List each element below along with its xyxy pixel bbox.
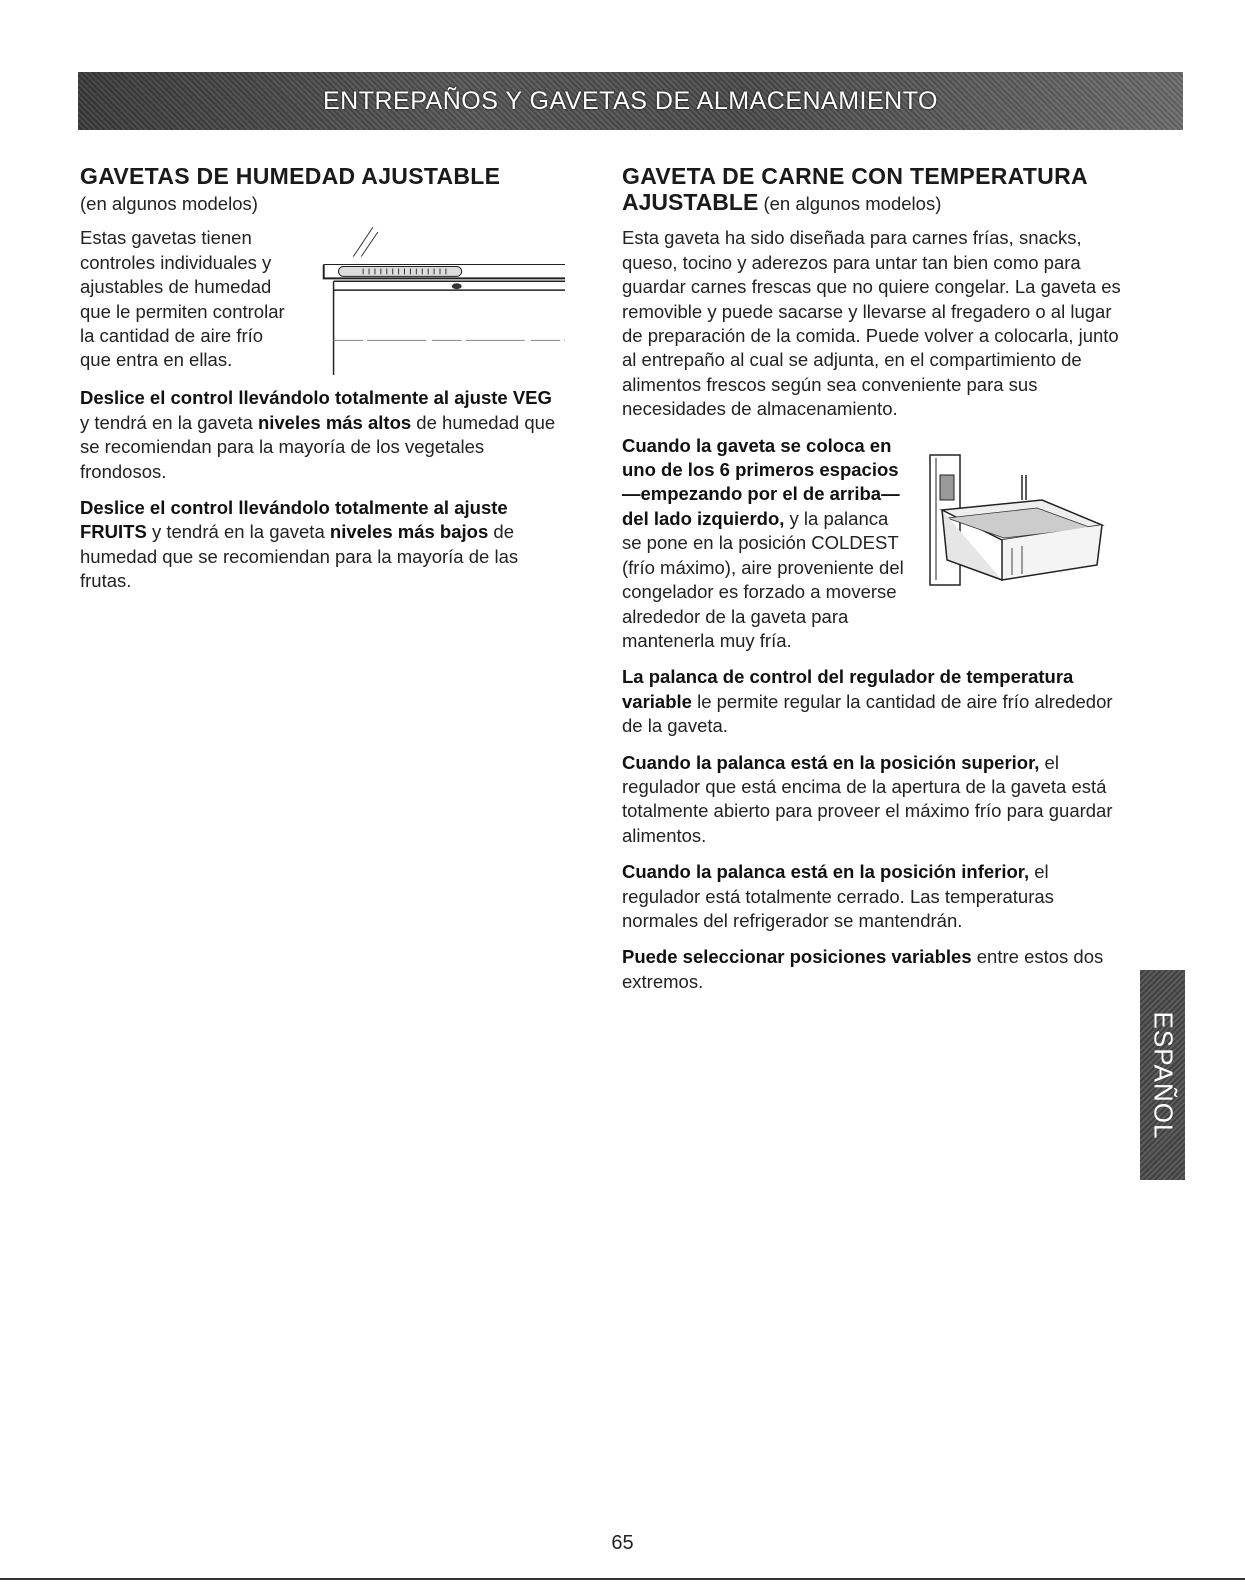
upper-bold: Cuando la palanca está en la posición superior, — [622, 751, 1040, 773]
section-banner — [78, 72, 1183, 130]
banner-title: ENTREPAÑOS Y GAVETAS DE ALMACENAMIENTO — [323, 86, 938, 115]
left-column — [80, 162, 565, 606]
language-side-tab — [1140, 970, 1185, 1180]
right-heading-word: AJUSTABLE — [622, 189, 759, 215]
left-paragraph-veg — [80, 386, 565, 484]
variable-bold: Puede seleccionar posiciones variables — [622, 946, 972, 968]
right-subtitle: (en algunos modelos) — [758, 193, 942, 214]
right-paragraph-lower — [622, 860, 1127, 933]
variable-text: entre estos dos extremos. — [622, 946, 1104, 992]
placement-text: y la palanca se pone en la posición COLDEST (frío máximo), aire proveniente del congelador es forzado a moverse alrededor de la gaveta para mantenerla muy fría. — [622, 507, 904, 651]
fruits-emphasis: niveles más bajos — [329, 521, 489, 543]
right-heading: GAVETA DE CARNE CON TEMPERATURA — [622, 163, 1088, 189]
page-number: 65 — [611, 1532, 634, 1554]
left-intro-text: Estas gavetas tienen controles individuales y ajustables de humedad que le permiten controlar la cantidad de aire frío que entra en ellas. — [80, 227, 285, 371]
lever-text: le permite regular la cantidad de aire frío alrededor de la gaveta. — [622, 690, 1113, 737]
meat-drawer-illustration — [922, 440, 1107, 590]
left-heading: GAVETAS DE HUMEDAD AJUSTABLE — [80, 163, 501, 189]
language-tab-label: ESPAÑOL — [1148, 1011, 1178, 1139]
right-figure-block — [622, 434, 1127, 666]
bottom-border — [0, 1578, 1245, 1580]
right-paragraph-upper — [622, 751, 1127, 849]
lower-text: el regulador está totalmente cerrado. Las temperaturas normales del refrigerador se mantendrán. — [622, 861, 1054, 931]
placement-bold: Cuando la gaveta se coloca en uno de los 6 primeros espacios—empezando por el de arriba—del lado izquierdo, — [622, 434, 900, 529]
right-paragraph-variable — [622, 945, 1127, 994]
right-paragraph-placement — [622, 434, 912, 654]
right-heading-line2 — [622, 190, 1127, 216]
veg-text-b: de humedad que se recomiendan para la mayoría de los vegetales frondosos. — [80, 411, 556, 482]
veg-text-a: y tendrá en la gaveta — [80, 411, 258, 433]
left-paragraph-fruits — [80, 496, 565, 594]
fruits-text-b: de humedad que se recomiendan para la mayoría de las frutas. — [80, 521, 519, 592]
right-paragraph-intro: Esta gaveta ha sido diseñada para carnes frías, snacks, queso, tocino y aderezos para untar tan bien como para guardar carnes frescas que no quiere congelar. La gaveta es removible y puede sacarse y llevarse al fregadero o al lugar de preparación de la comida. Puede volver a colocarla, junto al entrepaño al cual se adjunta, en el compartimiento de alimentos frescos según sea conveniente para sus necesidades de almacenamiento. — [622, 227, 1121, 420]
right-column — [622, 162, 1127, 1006]
veg-instruction-bold: Deslice el control llevándolo totalmente al ajuste VEG — [80, 387, 552, 409]
right-paragraph-lever — [622, 665, 1127, 738]
left-intro-block — [80, 226, 565, 376]
humidity-drawer-illustration — [304, 226, 565, 376]
upper-text: el regulador que está encima de la apertura de la gaveta está totalmente abierto para proveer el máximo frío para guardar alimentos. — [622, 751, 1113, 846]
fruits-instruction-bold: Deslice el control llevándolo totalmente al ajuste FRUITS — [80, 497, 508, 543]
fruits-text-a: y tendrá en la gaveta — [146, 521, 330, 543]
left-subtitle: (en algunos modelos) — [80, 193, 258, 214]
lever-bold: La palanca de control del regulador de temperatura variable — [622, 666, 1074, 712]
lower-bold: Cuando la palanca está en la posición inferior, — [622, 861, 1030, 883]
veg-emphasis: niveles más altos — [257, 411, 412, 433]
